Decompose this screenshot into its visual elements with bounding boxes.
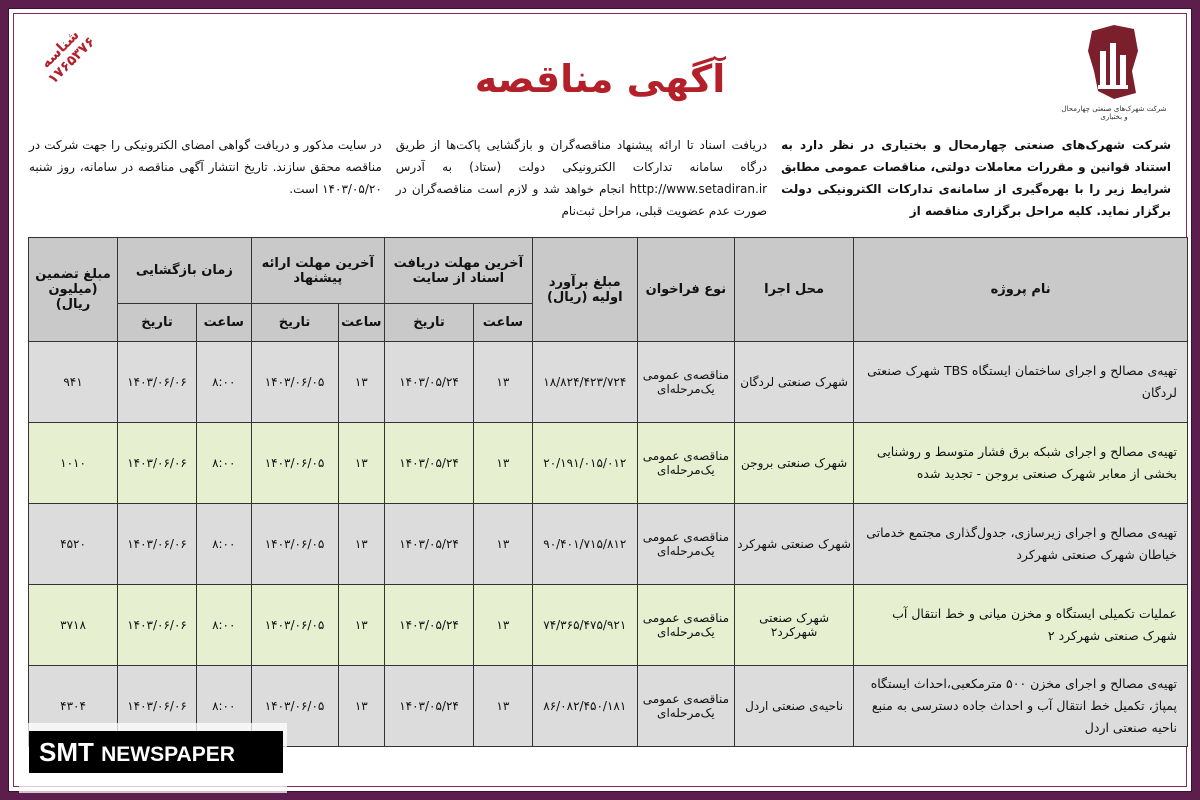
- cell-call-type: مناقصه‌ی عمومی یک‌مرحله‌ای: [637, 342, 734, 423]
- cell-offer-time: ۱۳: [338, 585, 385, 666]
- cell-offer-date: ۱۴۰۳/۰۶/۰۵: [251, 585, 338, 666]
- cell-offer-time: ۱۳: [338, 504, 385, 585]
- cell-doc-time: ۱۳: [474, 423, 533, 504]
- cell-project: تهیه‌ی مصالح و اجرای شبکه برق فشار متوسط و روشنایی بخشی از معابر شهرک صنعتی بروجن - تجدید شده: [854, 423, 1188, 504]
- cell-call-type: مناقصه‌ی عمومی یک‌مرحله‌ای: [637, 585, 734, 666]
- table-row: [29, 342, 1188, 423]
- cell-doc-date: ۱۴۰۳/۰۵/۲۴: [385, 666, 474, 747]
- cell-offer-date: ۱۴۰۳/۰۶/۰۵: [251, 342, 338, 423]
- cell-location: شهرک صنعتی شهرکرد: [734, 504, 853, 585]
- cell-doc-time: ۱۳: [474, 342, 533, 423]
- cell-estimate: ۹۰/۴۰۱/۷۱۵/۸۱۲: [532, 504, 637, 585]
- header-doc-time: ساعت: [474, 304, 533, 342]
- intro-col-3: در سایت مذکور و دریافت گواهی امضای الکترونیکی را جهت شرکت در مناقصه محقق سازند. تاریخ انتشار آگهی مناقصه در سامانه، روز شنبه ۱۴۰۳/۰۵/۲۰ است.: [29, 138, 382, 196]
- cell-project: تهیه‌ی مصالح و اجرای زیرسازی، جدول‌گذاری مجتمع خدماتی خیاطان شهرک صنعتی شهرکرد: [854, 504, 1188, 585]
- cell-open-date: ۱۴۰۳/۰۶/۰۶: [118, 504, 197, 585]
- watermark-label: [29, 731, 283, 773]
- cell-offer-date: ۱۴۰۳/۰۶/۰۵: [251, 423, 338, 504]
- cell-call-type: مناقصه‌ی عمومی یک‌مرحله‌ای: [637, 423, 734, 504]
- cell-guarantee: ۴۵۲۰: [29, 504, 118, 585]
- intro-text: [29, 134, 1171, 224]
- header-guarantee: مبلغ تضمین (میلیون ریال): [29, 238, 118, 342]
- cell-project: تهیه‌ی مصالح و اجرای مخزن ۵۰۰ مترمکعبی،احداث ایستگاه پمپاژ، تکمیل خط انتقال آب و احداث جاده دسترسی به منبع ناحیه صنعتی اردل: [854, 666, 1188, 747]
- cell-guarantee: ۳۷۱۸: [29, 585, 118, 666]
- cell-doc-date: ۱۴۰۳/۰۵/۲۴: [385, 423, 474, 504]
- table-row: [29, 585, 1188, 666]
- cell-location: ناحیه‌ی صنعتی اردل: [734, 666, 853, 747]
- header-doc-date: تاریخ: [385, 304, 474, 342]
- header-call-type: نوع فراخوان: [637, 238, 734, 342]
- header-offer-date: تاریخ: [251, 304, 338, 342]
- header-opening: زمان بازگشایی: [118, 238, 251, 304]
- cell-offer-date: ۱۴۰۳/۰۶/۰۵: [251, 666, 338, 747]
- cell-open-time: ۸:۰۰: [196, 342, 251, 423]
- cell-project: عملیات تکمیلی ایستگاه و مخزن میانی و خط انتقال آب شهرک صنعتی شهرکرد ۲: [854, 585, 1188, 666]
- header-open-date: تاریخ: [118, 304, 197, 342]
- cell-open-date: ۱۴۰۳/۰۶/۰۶: [118, 342, 197, 423]
- cell-open-date: ۱۴۰۳/۰۶/۰۶: [118, 585, 197, 666]
- cell-open-date: ۱۴۰۳/۰۶/۰۶: [118, 423, 197, 504]
- cell-estimate: ۸۶/۰۸۲/۴۵۰/۱۸۱: [532, 666, 637, 747]
- cell-offer-time: ۱۳: [338, 666, 385, 747]
- watermark-part2: NEWSPAPER: [101, 743, 235, 766]
- notice-page: [8, 8, 1192, 792]
- cell-estimate: ۱۸/۸۲۴/۴۲۳/۷۲۴: [532, 342, 637, 423]
- cell-offer-time: ۱۳: [338, 342, 385, 423]
- cell-guarantee: ۹۴۱: [29, 342, 118, 423]
- table-row: [29, 504, 1188, 585]
- cell-offer-time: ۱۳: [338, 423, 385, 504]
- cell-doc-time: ۱۳: [474, 504, 533, 585]
- cell-open-time: ۸:۰۰: [196, 666, 251, 747]
- header-estimate: مبلغ برآورد اولیه (ریال): [532, 238, 637, 342]
- cell-doc-date: ۱۴۰۳/۰۵/۲۴: [385, 342, 474, 423]
- header-open-time: ساعت: [196, 304, 251, 342]
- header-offer-deadline: آخرین مهلت ارائه پیشنهاد: [251, 238, 384, 304]
- tender-table: [28, 237, 1188, 747]
- watermark: [19, 723, 287, 793]
- cell-open-date: ۱۴۰۳/۰۶/۰۶: [118, 666, 197, 747]
- watermark-part1: SMT: [39, 737, 102, 767]
- cell-offer-date: ۱۴۰۳/۰۶/۰۵: [251, 504, 338, 585]
- header-location: محل اجرا: [734, 238, 853, 342]
- cell-location: شهرک صنعتی لردگان: [734, 342, 853, 423]
- cell-guarantee: ۴۳۰۴: [29, 666, 118, 747]
- cell-location: شهرک صنعتی شهرکرد۲: [734, 585, 853, 666]
- cell-open-time: ۸:۰۰: [196, 504, 251, 585]
- page-title: آگهی مناقصه: [474, 57, 726, 101]
- intro-col-2: دریافت اسناد تا ارائه پیشنهاد مناقصه‌گران و بازگشایی پاکت‌ها از طریق درگاه سامانه تدارکات الکترونیکی دولت (ستاد) به آدرس http://www.setadiran.ir انجام خواهد شد و لازم است مناقصه‌گران در صورت عدم عضویت قبلی، مراحل ثبت‌نام: [395, 138, 768, 218]
- intro-col-1: شرکت شهرک‌های صنعتی چهارمحال و بختیاری در نظر دارد به استناد قوانین و مقررات معاملات دولتی، مناقصات عمومی مطابق شرایط زیر را با بهره‌گیری از سامانه‌ی تدارکات الکترونیکی دولت برگزار نماید. کلیه مراحل برگزاری مناقصه از: [781, 138, 1171, 218]
- cell-guarantee: ۱۰۱۰: [29, 423, 118, 504]
- cell-doc-date: ۱۴۰۳/۰۵/۲۴: [385, 504, 474, 585]
- notice-id-stamp: شناسه ۱۷۶۵۳۷۶: [38, 27, 99, 88]
- header-project: نام پروژه: [854, 238, 1188, 342]
- cell-doc-time: ۱۳: [474, 585, 533, 666]
- cell-open-time: ۸:۰۰: [196, 423, 251, 504]
- header-doc-deadline: آخرین مهلت دریافت اسناد از سایت: [385, 238, 533, 304]
- cell-doc-date: ۱۴۰۳/۰۵/۲۴: [385, 585, 474, 666]
- cell-open-time: ۸:۰۰: [196, 585, 251, 666]
- cell-doc-time: ۱۳: [474, 666, 533, 747]
- logo-caption: شرکت شهرک‌های صنعتی چهارمحال و بختیاری: [1061, 105, 1167, 121]
- cell-estimate: ۲۰/۱۹۱/۰۱۵/۰۱۲: [532, 423, 637, 504]
- cell-call-type: مناقصه‌ی عمومی یک‌مرحله‌ای: [637, 504, 734, 585]
- cell-project: تهیه‌ی مصالح و اجرای ساختمان ایستگاه TBS شهرک صنعتی لردگان: [854, 342, 1188, 423]
- cell-call-type: مناقصه‌ی عمومی یک‌مرحله‌ای: [637, 666, 734, 747]
- table-row: [29, 423, 1188, 504]
- cell-location: شهرک صنعتی بروجن: [734, 423, 853, 504]
- cell-estimate: ۷۴/۳۶۵/۴۷۵/۹۲۱: [532, 585, 637, 666]
- header-offer-time: ساعت: [338, 304, 385, 342]
